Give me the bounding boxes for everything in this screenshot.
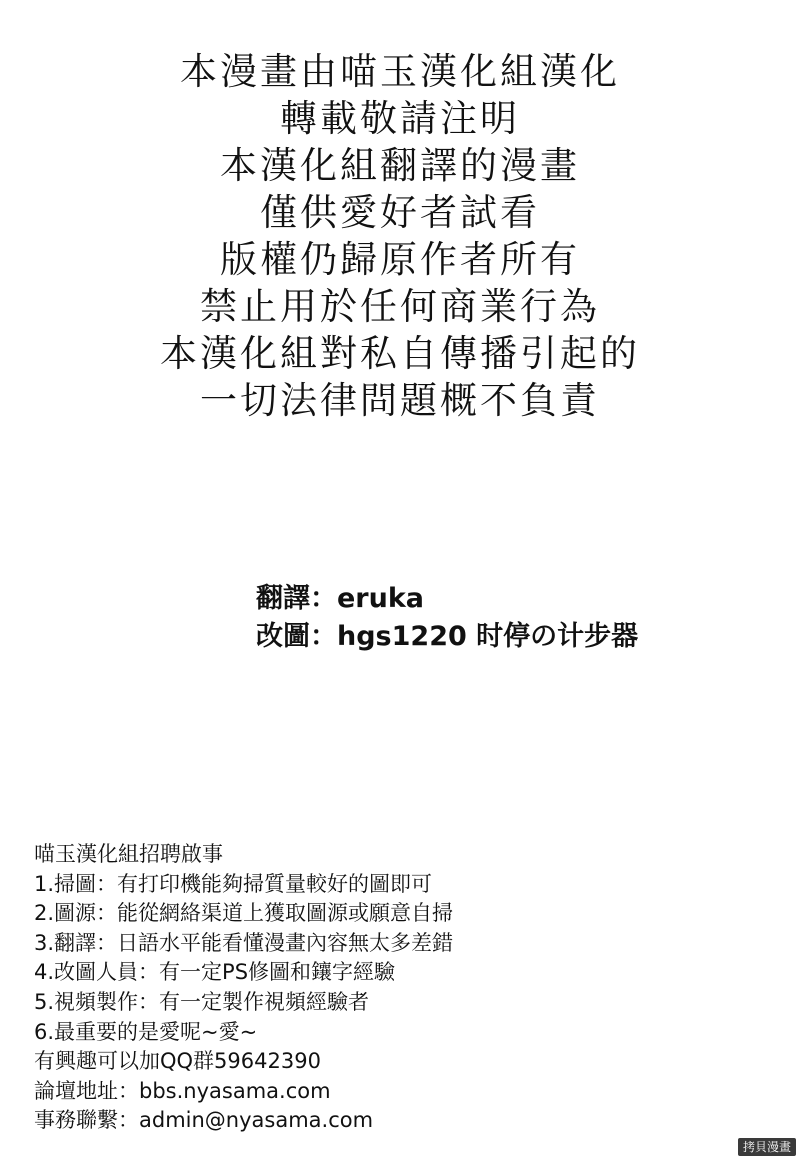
contact-email: 事務聯繫：admin@nyasama.com [34,1108,374,1133]
recruitment-item: 6.最重要的是愛呢~愛~ [34,1019,258,1044]
copyright-notice [0,48,800,424]
recruitment-item: 2.圖源：能從網絡渠道上獲取圖源或願意自掃 [34,901,454,926]
qq-group: 有興趣可以加QQ群59642390 [34,1049,321,1074]
editing-credit: 改圖：hgs1220 时停の计步器 [256,621,639,652]
recruitment-item: 3.翻譯：日語水平能看懂漫畫內容無太多差錯 [34,930,454,955]
notice-line: 一切法律問題概不負責 [200,379,600,422]
notice-line: 版權仍歸原作者所有 [220,238,580,281]
recruitment-item: 1.掃圖：有打印機能夠掃質量較好的圖即可 [34,871,433,896]
staff-credits [256,580,638,656]
forum-address: 論壇地址：bbs.nyasama.com [34,1078,331,1103]
notice-line: 轉載敬請注明 [280,97,520,140]
translation-credit: 翻譯：eruka [256,583,425,614]
recruitment-item: 5.視頻製作：有一定製作視頻經驗者 [34,989,370,1014]
notice-line: 本漫畫由喵玉漢化組漢化 [180,50,620,93]
notice-line: 本漢化組翻譯的漫畫 [220,144,580,187]
recruitment-title: 喵玉漢化組招聘啟事 [34,842,223,866]
watermark-badge: 拷貝漫畫 [738,1138,796,1156]
notice-line: 僅供愛好者試看 [260,191,540,234]
recruitment-notice [34,840,453,1136]
notice-line: 本漢化組對私自傳播引起的 [160,332,640,375]
notice-line: 禁止用於任何商業行為 [200,285,600,328]
recruitment-item: 4.改圖人員：有一定PS修圖和鑲字經驗 [34,960,396,985]
